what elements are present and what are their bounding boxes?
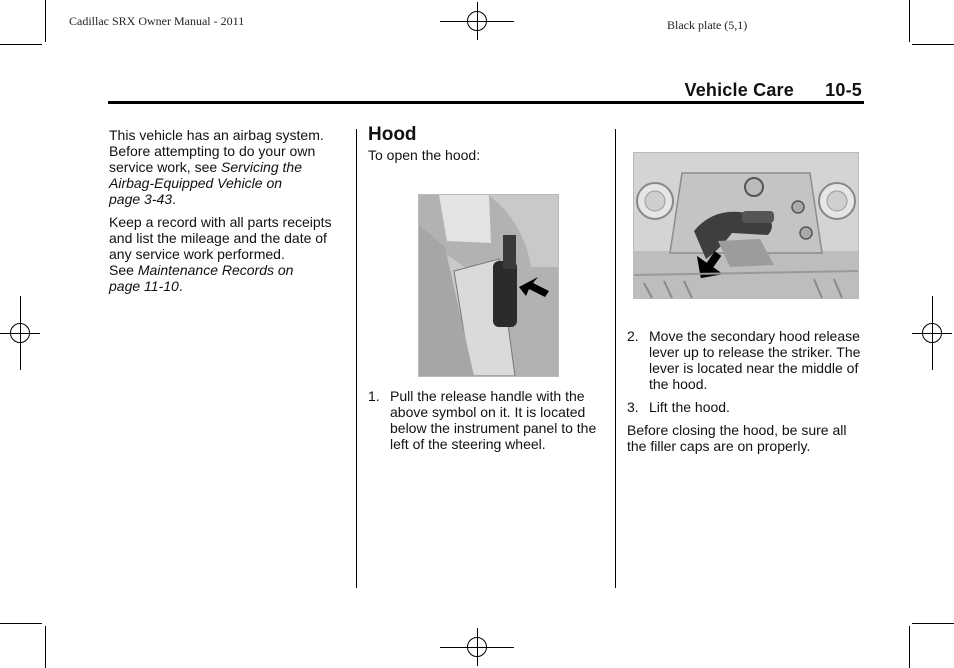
xref-link[interactable]: page 11-10 xyxy=(109,278,179,294)
column-divider xyxy=(356,129,357,588)
release-handle-illustration xyxy=(418,194,559,377)
list-item: 2. Move the secondary hood release lever up to release the striker. The lever is located near the middle of the hood. xyxy=(627,328,861,392)
crop-mark xyxy=(0,623,42,624)
xref-link[interactable]: page 3-43 xyxy=(109,191,173,207)
crop-mark xyxy=(45,626,46,668)
section-name: Vehicle Care xyxy=(684,80,794,100)
column-1 xyxy=(109,127,349,301)
closing-paragraph: Before closing the hood, be sure all the filler caps are on properly. xyxy=(627,422,847,454)
hood-heading: Hood xyxy=(368,124,417,145)
page-number: 10-5 xyxy=(825,80,862,100)
crop-mark xyxy=(909,0,910,42)
crop-mark xyxy=(909,626,910,668)
registration-mark-right xyxy=(912,296,952,370)
registration-mark-left xyxy=(0,296,40,370)
crop-mark xyxy=(912,623,954,624)
column-2 xyxy=(368,124,603,170)
records-paragraph: Keep a record with all parts receipts and list the mileage and the date of any service work performed. See Maintenance Records on page 11-10. xyxy=(109,214,332,294)
registration-mark-bottom xyxy=(440,628,514,666)
header-rule xyxy=(108,101,864,104)
crop-mark xyxy=(0,44,42,45)
list-item: 1. Pull the release handle with the above symbol on it. It is located below the instrument panel to the left of the steering wheel. xyxy=(368,388,597,452)
section-header xyxy=(684,80,862,101)
plate-label: Black plate (5,1) xyxy=(667,18,748,32)
release-handle-icon xyxy=(419,195,558,376)
hood-latch-icon xyxy=(634,153,858,298)
step-1 xyxy=(368,388,603,459)
xref-link[interactable]: Maintenance Records on xyxy=(137,262,294,278)
registration-mark-top xyxy=(440,2,514,40)
column-divider xyxy=(615,129,616,588)
column-3 xyxy=(627,328,862,461)
xref-link[interactable]: Servicing the Airbag-Equipped Vehicle on xyxy=(109,159,302,191)
secondary-release-illustration xyxy=(633,152,859,299)
airbag-paragraph: This vehicle has an airbag system. Before attempting to do your own service work, see Servicing the Airbag-Equipped Vehicle on page 3-43. xyxy=(109,127,324,207)
crop-mark xyxy=(912,44,954,45)
manual-title: Cadillac SRX Owner Manual - 2011 xyxy=(69,14,245,28)
crop-mark xyxy=(45,0,46,42)
list-item: 3. Lift the hood. xyxy=(627,399,730,415)
hood-intro: To open the hood: xyxy=(368,147,481,163)
